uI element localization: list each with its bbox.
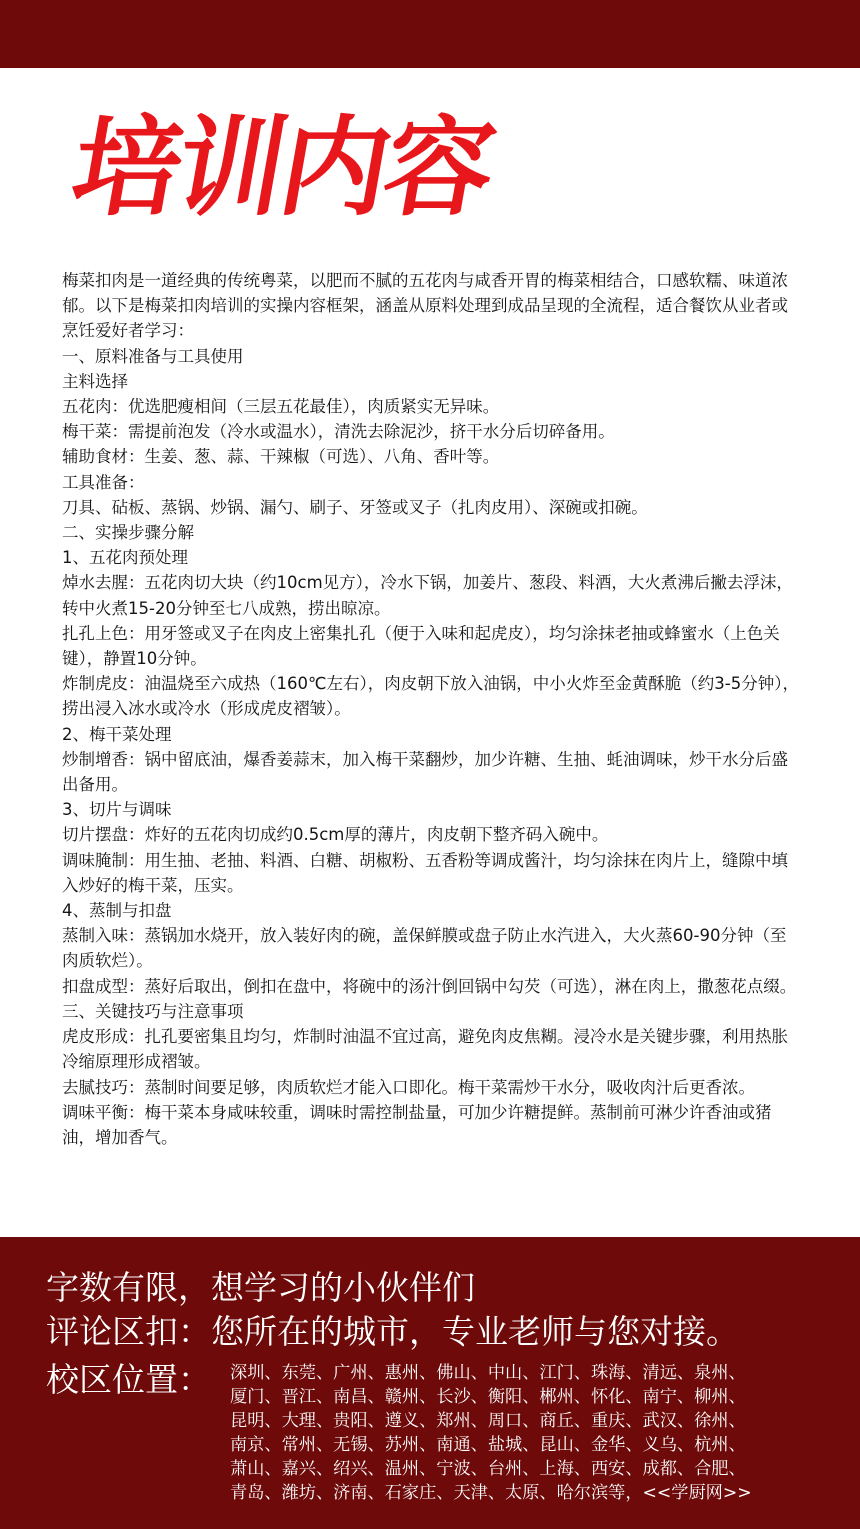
- list-item: 炸制虎皮：油温烧至六成热（160℃左右），肉皮朝下放入油锅，中小火炸至金黄酥脆（约3-5分钟），捞出浸入冰水或冷水（形成虎皮褶皱）。: [62, 674, 799, 719]
- section-heading: 二、实操步骤分解: [62, 523, 194, 543]
- subsection-heading: 主料选择: [62, 371, 128, 391]
- list-item: 去腻技巧：蒸制时间要足够，肉质软烂才能入口即化。梅干菜需炒干水分，吸收肉汁后更香浓。: [62, 1077, 755, 1097]
- intro-paragraph: 梅菜扣肉是一道经典的传统粤菜，以肥而不腻的五花肉与咸香开胃的梅菜相结合，口感软糯、味道浓郁。以下是梅菜扣肉培训的实操内容框架，涵盖从原料处理到成品呈现的全流程，适合餐饮从业者或烹饪爱好者学习：: [62, 271, 788, 341]
- list-item: 五花肉：优选肥瘦相间（三层五花最佳），肉质紧实无异味。: [62, 397, 500, 417]
- city-line: 萧山、嘉兴、绍兴、温州、宁波、台州、上海、西安、成都、合肥、: [230, 1459, 746, 1480]
- campus-city-list: [230, 1361, 830, 1506]
- list-item: 刀具、砧板、蒸锅、炒锅、漏勺、刷子、牙签或叉子（扎肉皮用）、深碗或扣碗。: [62, 497, 648, 517]
- subsection-heading: 2、梅干菜处理: [62, 724, 172, 744]
- subsection-heading: 1、五花肉预处理: [62, 548, 188, 568]
- list-item: 扎孔上色：用牙签或叉子在肉皮上密集扎孔（便于入味和起虎皮），均匀涂抹老抽或蜂蜜水（上色关键），静置10分钟。: [62, 623, 780, 669]
- list-item: 切片摆盘：炸好的五花肉切成约0.5cm厚的薄片，肉皮朝下整齐码入碗中。: [62, 825, 609, 845]
- city-line: 昆明、大理、贵阳、遵义、郑州、周口、商丘、重庆、武汉、徐州、: [230, 1411, 746, 1432]
- city-line: 深圳、东莞、广州、惠州、佛山、中山、江门、珠海、清远、泉州、: [230, 1363, 746, 1383]
- subsection-heading: 3、切片与调味: [62, 800, 172, 820]
- list-item: 扣盘成型：蒸好后取出，倒扣在盘中，将碗中的汤汁倒回锅中勾芡（可选），淋在肉上，撒葱花点缀。: [62, 976, 797, 996]
- subsection-heading: 工具准备：: [62, 472, 145, 492]
- section-heading: 三、关键技巧与注意事项: [62, 1001, 244, 1021]
- top-banner: [0, 0, 860, 68]
- list-item: 调味平衡：梅干菜本身咸味较重，调味时需控制盐量，可加少许糖提鲜。蒸制前可淋少许香油或猪油，增加香气。: [62, 1102, 772, 1147]
- article-body: [62, 268, 802, 1150]
- campus-label: 校区位置：: [46, 1360, 211, 1399]
- footer-line-limited: 字数有限，想学习的小伙伴们: [46, 1268, 475, 1307]
- subsection-heading: 4、蒸制与扣盘: [62, 901, 172, 921]
- city-line: 南京、常州、无锡、苏州、南通、盐城、昆山、金华、义乌、杭州、: [230, 1435, 746, 1456]
- list-item: 焯水去腥：五花肉切大块（约10cm见方），冷水下锅，加姜片、葱段、料酒，大火煮沸后撇去浮沫，转中火煮15-20分钟至七八成熟，捞出晾凉。: [62, 573, 793, 618]
- city-line: 厦门、晋江、南昌、赣州、长沙、衡阳、郴州、怀化、南宁、柳州、: [230, 1387, 746, 1408]
- list-item: 炒制增香：锅中留底油，爆香姜蒜末，加入梅干菜翻炒，加少许糖、生抽、蚝油调味，炒干水分后盛出备用。: [62, 749, 788, 795]
- list-item: 调味腌制：用生抽、老抽、料酒、白糖、胡椒粉、五香粉等调成酱汁，均匀涂抹在肉片上，缝隙中填入炒好的梅干菜，压实。: [62, 850, 788, 895]
- list-item: 梅干菜：需提前泡发（冷水或温水），清洗去除泥沙，挤干水分后切碎备用。: [62, 422, 615, 442]
- list-item: 辅助食材：生姜、葱、蒜、干辣椒（可选）、八角、香叶等。: [62, 447, 500, 467]
- page-title: 培训内容: [62, 106, 501, 231]
- section-heading: 一、原料准备与工具使用: [62, 346, 244, 366]
- city-line: 青岛、潍坊、济南、石家庄、天津、太原、哈尔滨等，<<学厨网>>: [230, 1483, 752, 1504]
- list-item: 虎皮形成：扎孔要密集且均匀，炸制时油温不宜过高，避免肉皮焦糊。浸冷水是关键步骤，利用热胀冷缩原理形成褶皱。: [62, 1027, 788, 1072]
- list-item: 蒸制入味：蒸锅加水烧开，放入装好肉的碗，盖保鲜膜或盘子防止水汽进入，大火蒸60-90分钟（至肉质软烂）。: [62, 926, 787, 971]
- footer-line-comment: 评论区扣：您所在的城市，专业老师与您对接。: [46, 1312, 739, 1351]
